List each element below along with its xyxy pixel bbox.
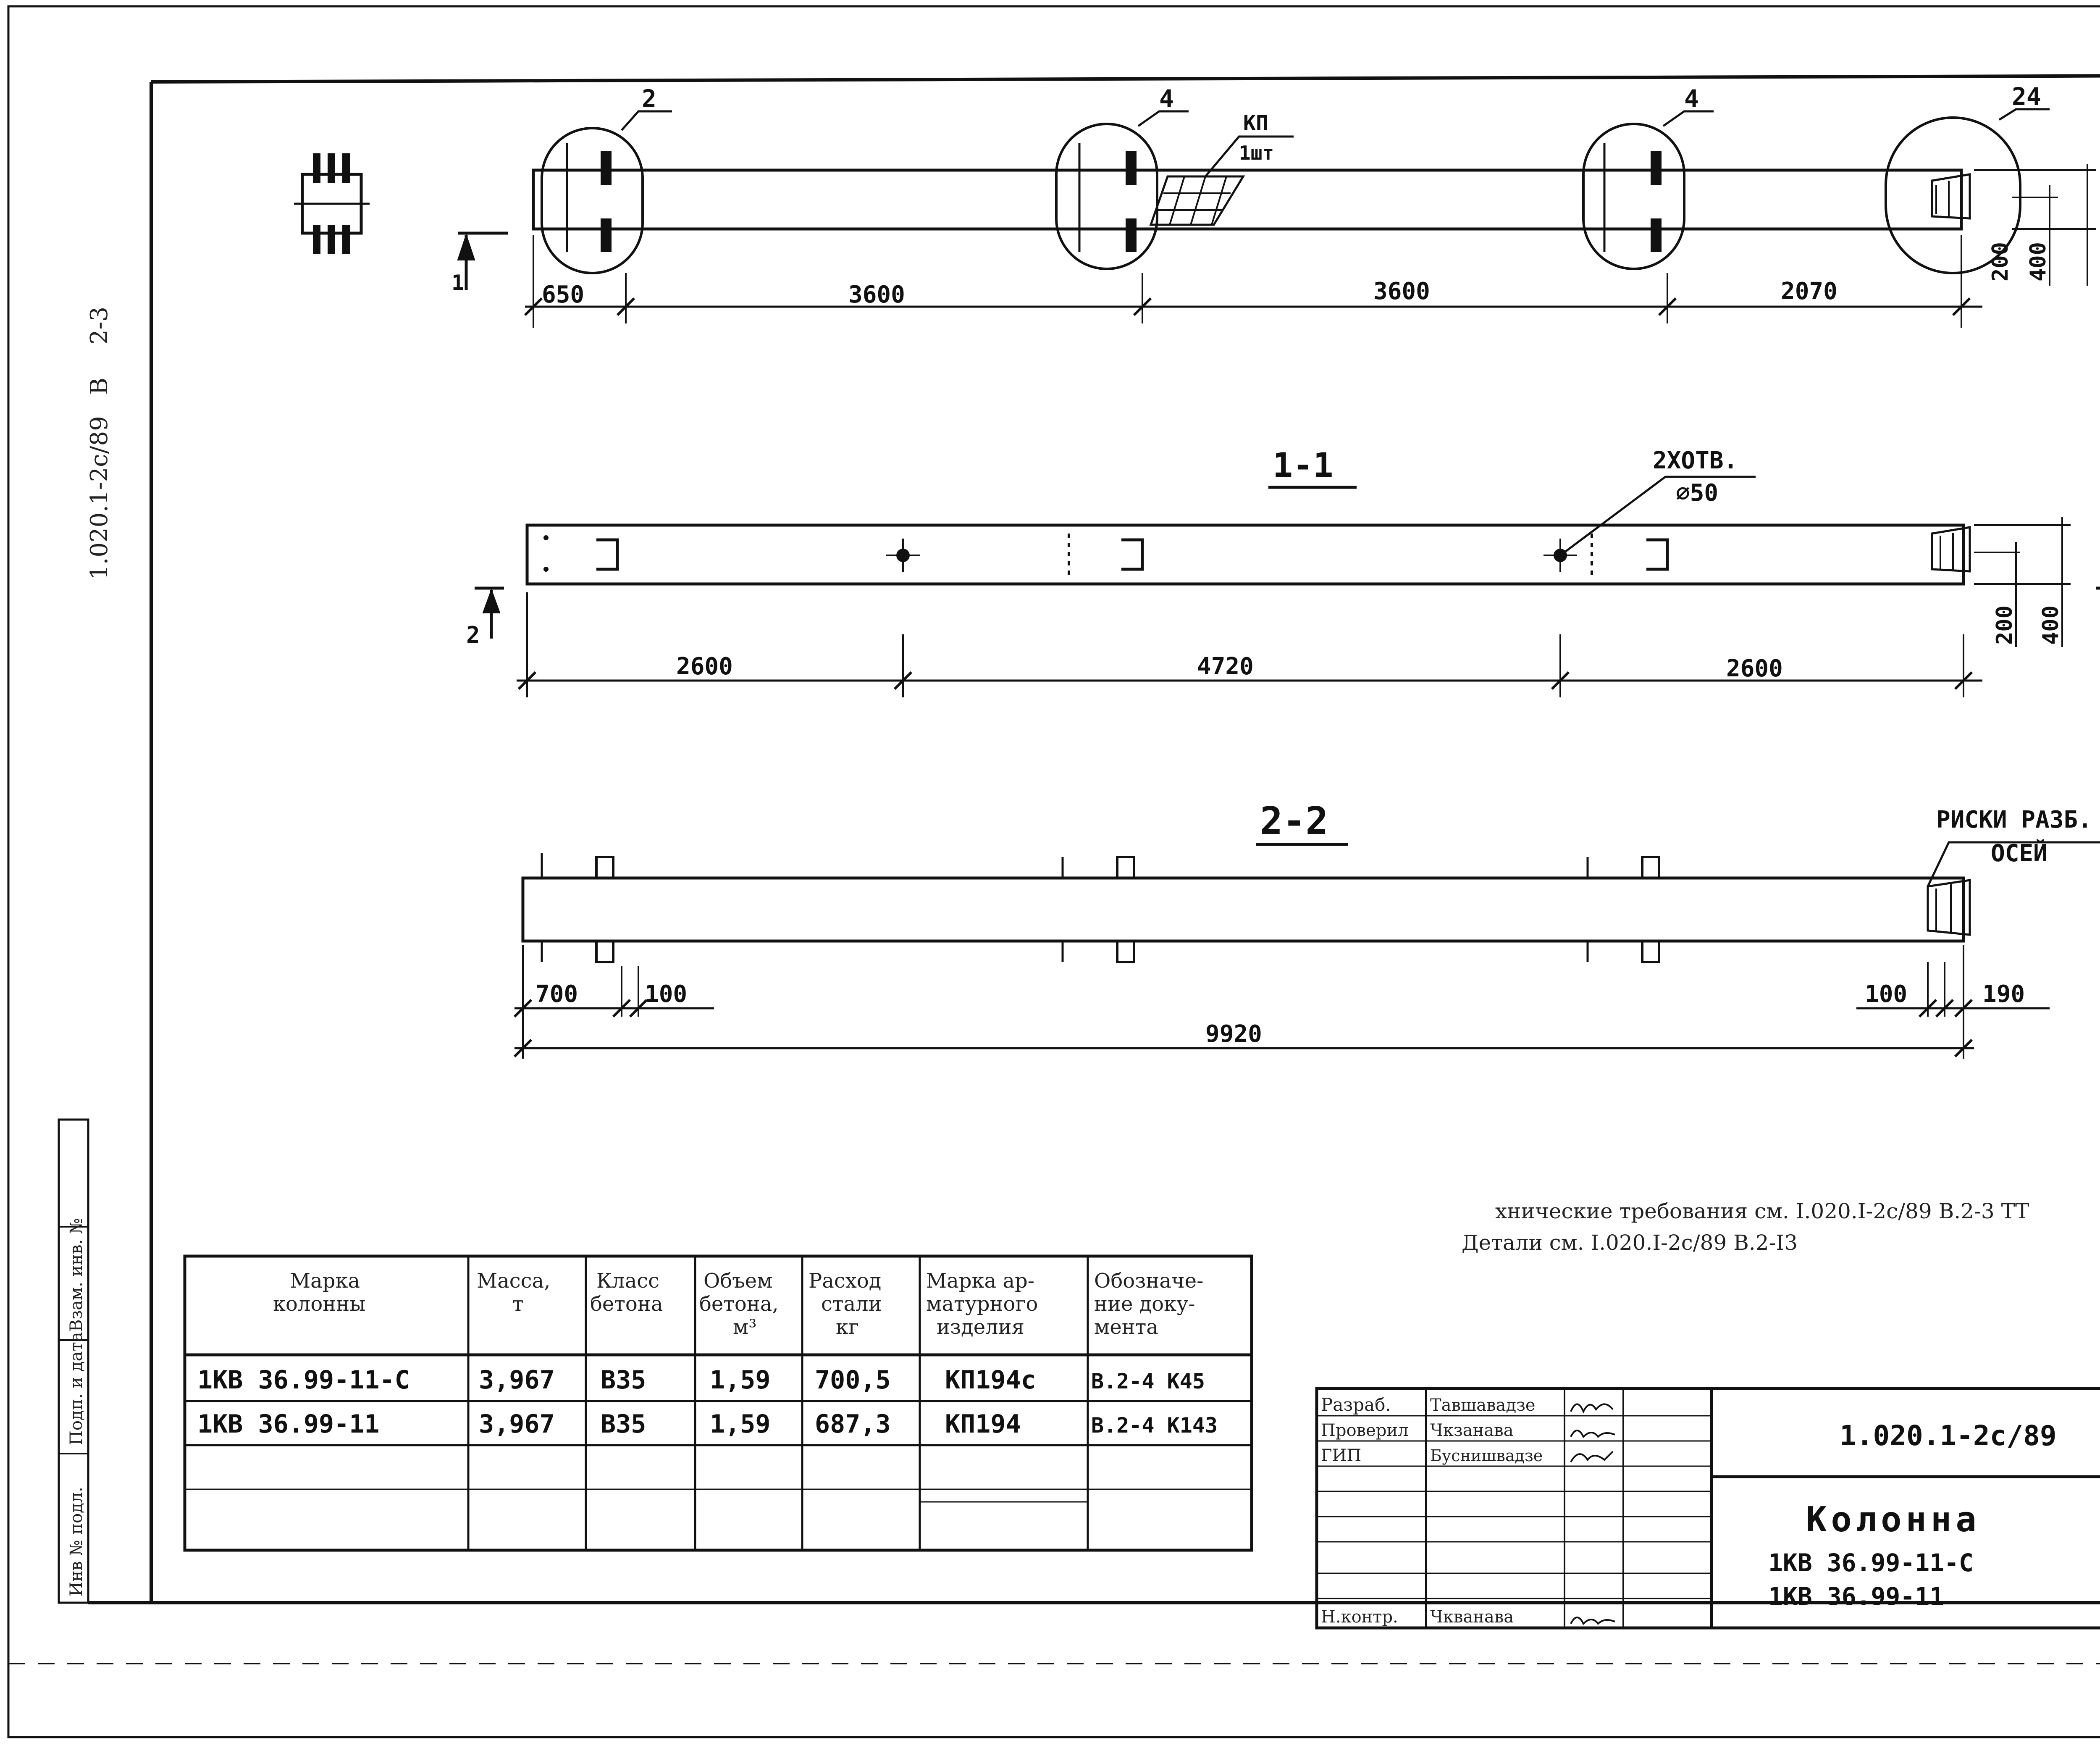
th-mark-2: колонны	[273, 1292, 366, 1316]
beam-side-outline-2	[523, 878, 1964, 941]
section-2-2	[514, 799, 2100, 1059]
signature-gip	[1571, 1451, 1613, 1462]
product-name: Колонна	[1806, 1500, 1981, 1540]
name-designer: Тавшавадзе	[1430, 1396, 1536, 1415]
risk-note-1: РИСКИ РАЗБ.	[1936, 806, 2092, 833]
kp-count: 1шт	[1239, 142, 1274, 164]
section-1-1	[466, 446, 2100, 697]
row2-doc: В.2-4 К143	[1091, 1413, 1218, 1438]
role-norm-control: Н.контр.	[1321, 1607, 1398, 1627]
s1-dim-2600a: 2600	[676, 653, 733, 680]
row1-doc: В.2-4 К45	[1091, 1369, 1205, 1393]
plan-dim-650: 650	[542, 281, 585, 308]
side-box-label-2: Подп. и дата	[67, 1332, 86, 1445]
hole-note-count: 2ХОТВ.	[1653, 447, 1738, 474]
side-stamp	[86, 307, 113, 580]
beam-plan-outline	[533, 170, 1961, 229]
section-1-title: 1-1	[1273, 446, 1334, 485]
side-box	[59, 1120, 88, 1603]
plan-view	[452, 82, 2100, 328]
side-stamp-code: 1.020.1-2c/89	[86, 416, 113, 580]
th-rebar-3: изделия	[937, 1315, 1024, 1339]
plan-dim-2070: 2070	[1781, 278, 1838, 305]
risk-note-2: ОСЕЙ	[1991, 840, 2048, 867]
row1-steel: 700,5	[815, 1365, 891, 1395]
th-steel-1: Расход	[808, 1269, 882, 1293]
name-norm-control: Чкванава	[1430, 1607, 1514, 1627]
row2-class: В35	[601, 1409, 646, 1439]
th-class-2: бетона	[590, 1292, 663, 1316]
section-mark-1-left: 1	[452, 271, 465, 295]
section-mark-2-left: 2	[466, 622, 480, 648]
signature-designer	[1571, 1404, 1613, 1412]
th-mass-2: т	[512, 1292, 524, 1316]
product-mark-1: 1КВ 36.99-11-С	[1768, 1549, 1974, 1577]
section-2-title: 2-2	[1260, 799, 1328, 843]
th-rebar-2: матурного	[926, 1292, 1038, 1316]
beam-side-outline-1	[527, 525, 1964, 584]
name-checker: Чкзанава	[1430, 1421, 1514, 1440]
plan-dim-3600a: 3600	[848, 281, 905, 308]
side-stamp-series: В	[86, 377, 113, 395]
row1-class: В35	[601, 1365, 646, 1395]
callout-4b: 4	[1684, 84, 1699, 113]
callout-2: 2	[642, 84, 656, 113]
row1-mark: 1КВ 36.99-11-С	[197, 1365, 410, 1395]
th-volume-2: бетона,	[699, 1292, 779, 1316]
s1-vdim-200: 200	[1992, 605, 2017, 645]
row2-mark: 1КВ 36.99-11	[197, 1409, 380, 1439]
s2-dim-700: 700	[536, 981, 578, 1008]
doc-code: 1.020.1-2с/89	[1840, 1420, 2057, 1452]
hole-note-diameter: ⌀50	[1676, 479, 1719, 507]
th-volume-3: м³	[733, 1315, 757, 1339]
plan-dim-3600b: 3600	[1373, 278, 1430, 305]
signature-norm	[1571, 1617, 1615, 1624]
side-stamp-sheet: 2-3	[86, 306, 113, 344]
column-symbol-icon	[294, 153, 370, 254]
th-doc-3: мента	[1094, 1315, 1158, 1339]
role-designer: Разраб.	[1321, 1394, 1391, 1415]
s2-dim-190: 190	[1982, 981, 2025, 1008]
th-volume-1: Объем	[704, 1269, 773, 1293]
th-mass-1: Масса,	[477, 1269, 551, 1293]
s1-vdim-400: 400	[2038, 605, 2063, 645]
s1-dim-4720: 4720	[1197, 653, 1254, 680]
row1-rebar: КП194с	[945, 1365, 1036, 1395]
plan-vdim-400: 400	[2026, 242, 2051, 281]
role-gip: ГИП	[1321, 1446, 1362, 1465]
s2-dim-100-right: 100	[1865, 981, 1908, 1008]
callout-4a: 4	[1159, 84, 1174, 113]
product-mark-2: 1КВ 36.99-11	[1768, 1582, 1945, 1611]
side-box-label-1: Инв № подл.	[67, 1487, 86, 1596]
note-tech-requirements: хнические требования см. I.020.I-2c/89 В.2-3 ТТ	[1495, 1199, 2029, 1223]
th-doc-2: ние доку-	[1094, 1292, 1195, 1316]
row2-volume: 1,59	[710, 1409, 771, 1439]
role-checker: Проверил	[1321, 1421, 1409, 1440]
th-steel-2: стали	[821, 1292, 882, 1316]
s2-dim-100-left: 100	[645, 981, 688, 1008]
row2-steel: 687,3	[815, 1409, 891, 1439]
plan-vdim-200: 200	[1988, 242, 2013, 281]
kp-hatch	[1151, 176, 1243, 225]
th-doc-1: Обозначе-	[1094, 1269, 1204, 1293]
row2-mass: 3,967	[479, 1409, 555, 1439]
row2-rebar: КП194	[945, 1409, 1021, 1439]
side-box-label-3: Взам. инв. №	[67, 1218, 86, 1332]
hole-icon	[886, 539, 1577, 572]
spec-table	[185, 1256, 1252, 1550]
th-mark-1: Марка	[290, 1269, 360, 1293]
kp-label: КП	[1243, 111, 1269, 135]
callout-24: 24	[2012, 82, 2041, 111]
th-class-1: Класс	[596, 1269, 660, 1293]
signature-checker	[1571, 1430, 1615, 1437]
title-block	[1317, 1388, 2100, 1628]
s1-dim-2600b: 2600	[1726, 655, 1783, 682]
s2-dim-overall: 9920	[1205, 1020, 1262, 1048]
th-steel-3: кг	[836, 1315, 859, 1339]
th-rebar-1: Марка ар-	[926, 1269, 1034, 1293]
note-details: Детали см. I.020.I-2c/89 В.2-I3	[1462, 1230, 1798, 1255]
row1-mass: 3,967	[479, 1365, 555, 1395]
name-gip: Буснишвадзе	[1430, 1446, 1543, 1465]
row1-volume: 1,59	[710, 1365, 771, 1395]
